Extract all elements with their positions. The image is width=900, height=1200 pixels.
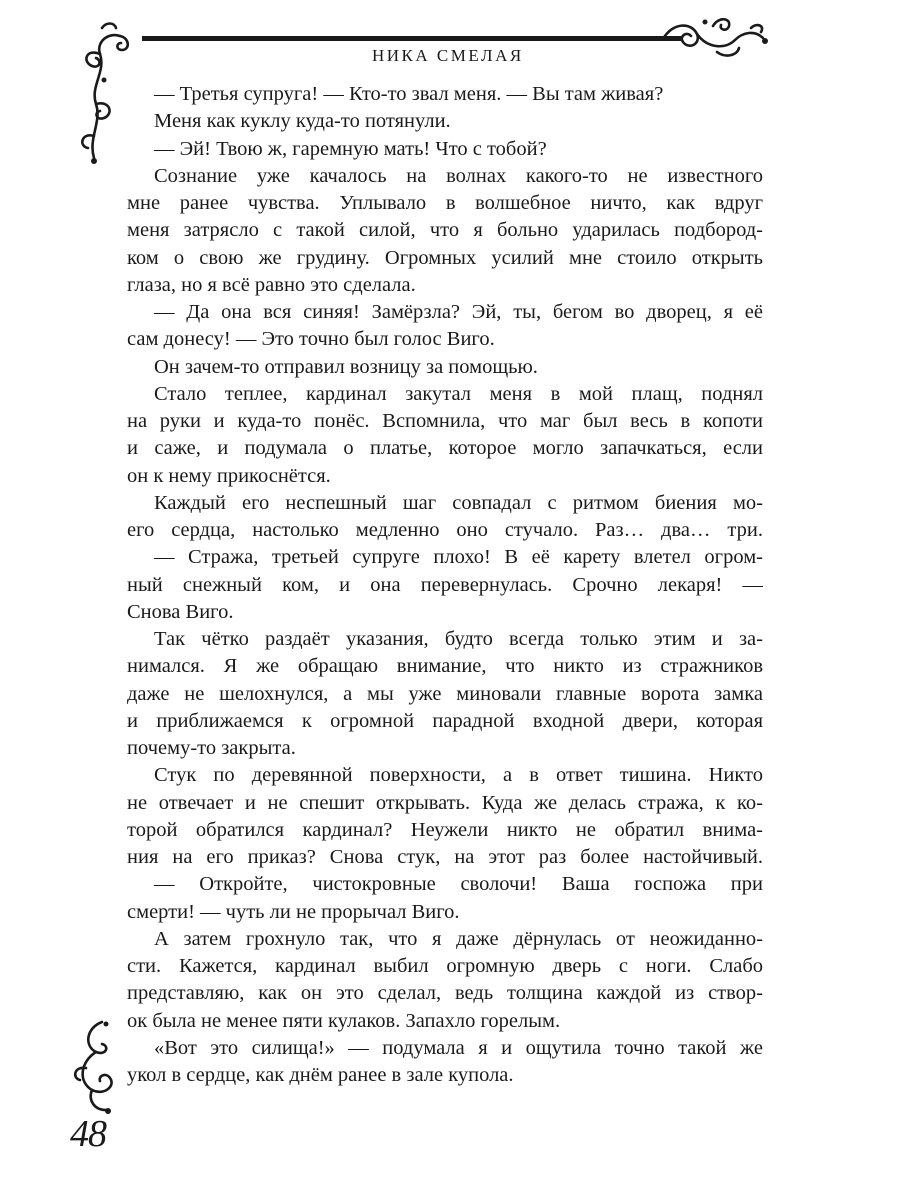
text-line: сти. Кажется, кардинал выбил огромную дверь с ноги. Слабо bbox=[127, 955, 763, 977]
text-line: — Откройте, чистокровные сволочи! Ваша госпожа при bbox=[154, 873, 763, 896]
header-rule bbox=[142, 36, 682, 41]
text-line: Каждый его неспешный шаг совпадал с ритмом биения мо- bbox=[154, 491, 763, 514]
text-line: «Вот это силища!» — подумала я и ощутила точно такой же bbox=[154, 1036, 763, 1059]
text-line: Стало теплее, кардинал закутал меня в мой плащ, поднял bbox=[154, 382, 763, 405]
page-number: 48 bbox=[70, 1113, 106, 1155]
text-line: ния на его приказ? Снова стук, на этот раз более настойчивый. bbox=[127, 846, 763, 868]
text-line: укол в сердце, как днём ранее в зале купола. bbox=[127, 1064, 514, 1086]
text-line: и саже, и подумала о платье, которое могло запачкаться, если bbox=[127, 437, 763, 460]
text-line: ный снежный ком, и она перевернулась. Срочно лекаря! — bbox=[127, 573, 763, 596]
text-line: Так чётко раздаёт указания, будто всегда только этим и за- bbox=[154, 628, 763, 650]
text-line: — Третья супруга! — Кто-то звал меня. — Вы там живая? bbox=[154, 83, 664, 105]
text-line: даже не шелохнулся, а мы уже миновали главные ворота замка bbox=[127, 682, 763, 705]
flourish-ornament-top-right bbox=[655, 14, 770, 60]
text-line: торой обратился кардинал? Неужели никто не обратил внима- bbox=[127, 818, 763, 841]
flourish-ornament-bottom-left bbox=[66, 1018, 128, 1118]
text-line: А затем грохнуло так, что я даже дёрнулась от неожиданно- bbox=[154, 927, 763, 950]
text-line: глаза, но я всё равно это сделала. bbox=[127, 273, 416, 296]
text-line: ком о свою же грудину. Огромных усилий мне стоило открыть bbox=[127, 246, 763, 269]
text-line: и приближаемся к огромной парадной входной двери, которая bbox=[127, 709, 763, 732]
text-line: смерти! — чуть ли не прорычал Виго. bbox=[127, 900, 460, 923]
text-line: Сознание уже качалось на волнах какого-то не известного bbox=[154, 164, 763, 187]
text-line: он к нему прикоснётся. bbox=[127, 464, 331, 487]
text-line: на руки и куда-то понёс. Вспомнила, что маг был весь в копоти bbox=[127, 410, 763, 432]
text-line: сам донесу! — Это точно был голос Виго. bbox=[127, 328, 495, 351]
text-line: Меня как куклу куда-то потянули. bbox=[154, 110, 451, 133]
body-text bbox=[127, 81, 763, 1089]
text-line: почему-то закрыта. bbox=[127, 737, 296, 759]
text-line: не отвечает и не спешит открывать. Куда же делась стража, к ко- bbox=[127, 791, 763, 814]
text-line: нимался. Я же обращаю внимание, что никто из стражников bbox=[127, 655, 763, 678]
flourish-icon bbox=[66, 1018, 128, 1118]
text-line: его сердца, настолько медленно оно стучало. Раз… два… три. bbox=[127, 519, 763, 541]
text-line: — Эй! Твою ж, гаремную мать! Что с тобой? bbox=[154, 137, 547, 160]
text-line: Снова Виго. bbox=[127, 600, 234, 623]
text-line: мне ранее чувства. Уплывало в волшебное ничто, как вдруг bbox=[127, 192, 763, 214]
flourish-icon bbox=[72, 18, 134, 168]
text-line: ок была не менее пяти кулаков. Запахло горелым. bbox=[127, 1009, 561, 1032]
text-line: представляю, как он это сделал, ведь толщина каждой из створ- bbox=[127, 982, 763, 1005]
text-line: меня затрясло с такой силой, что я больно ударилась подбород- bbox=[127, 219, 763, 242]
flourish-ornament-top-left bbox=[72, 18, 134, 168]
text-line: Стук по деревянной поверхности, а в ответ тишина. Никто bbox=[154, 764, 763, 787]
running-title: НИКА СМЕЛАЯ bbox=[372, 46, 524, 65]
text-line: — Стража, третьей супруге плохо! В её карету влетел огром- bbox=[154, 546, 763, 569]
flourish-icon bbox=[655, 14, 770, 60]
text-line: — Да она вся синяя! Замёрзла? Эй, ты, бегом во дворец, я её bbox=[154, 301, 763, 323]
text-line: Он зачем-то отправил возницу за помощью. bbox=[154, 355, 538, 378]
